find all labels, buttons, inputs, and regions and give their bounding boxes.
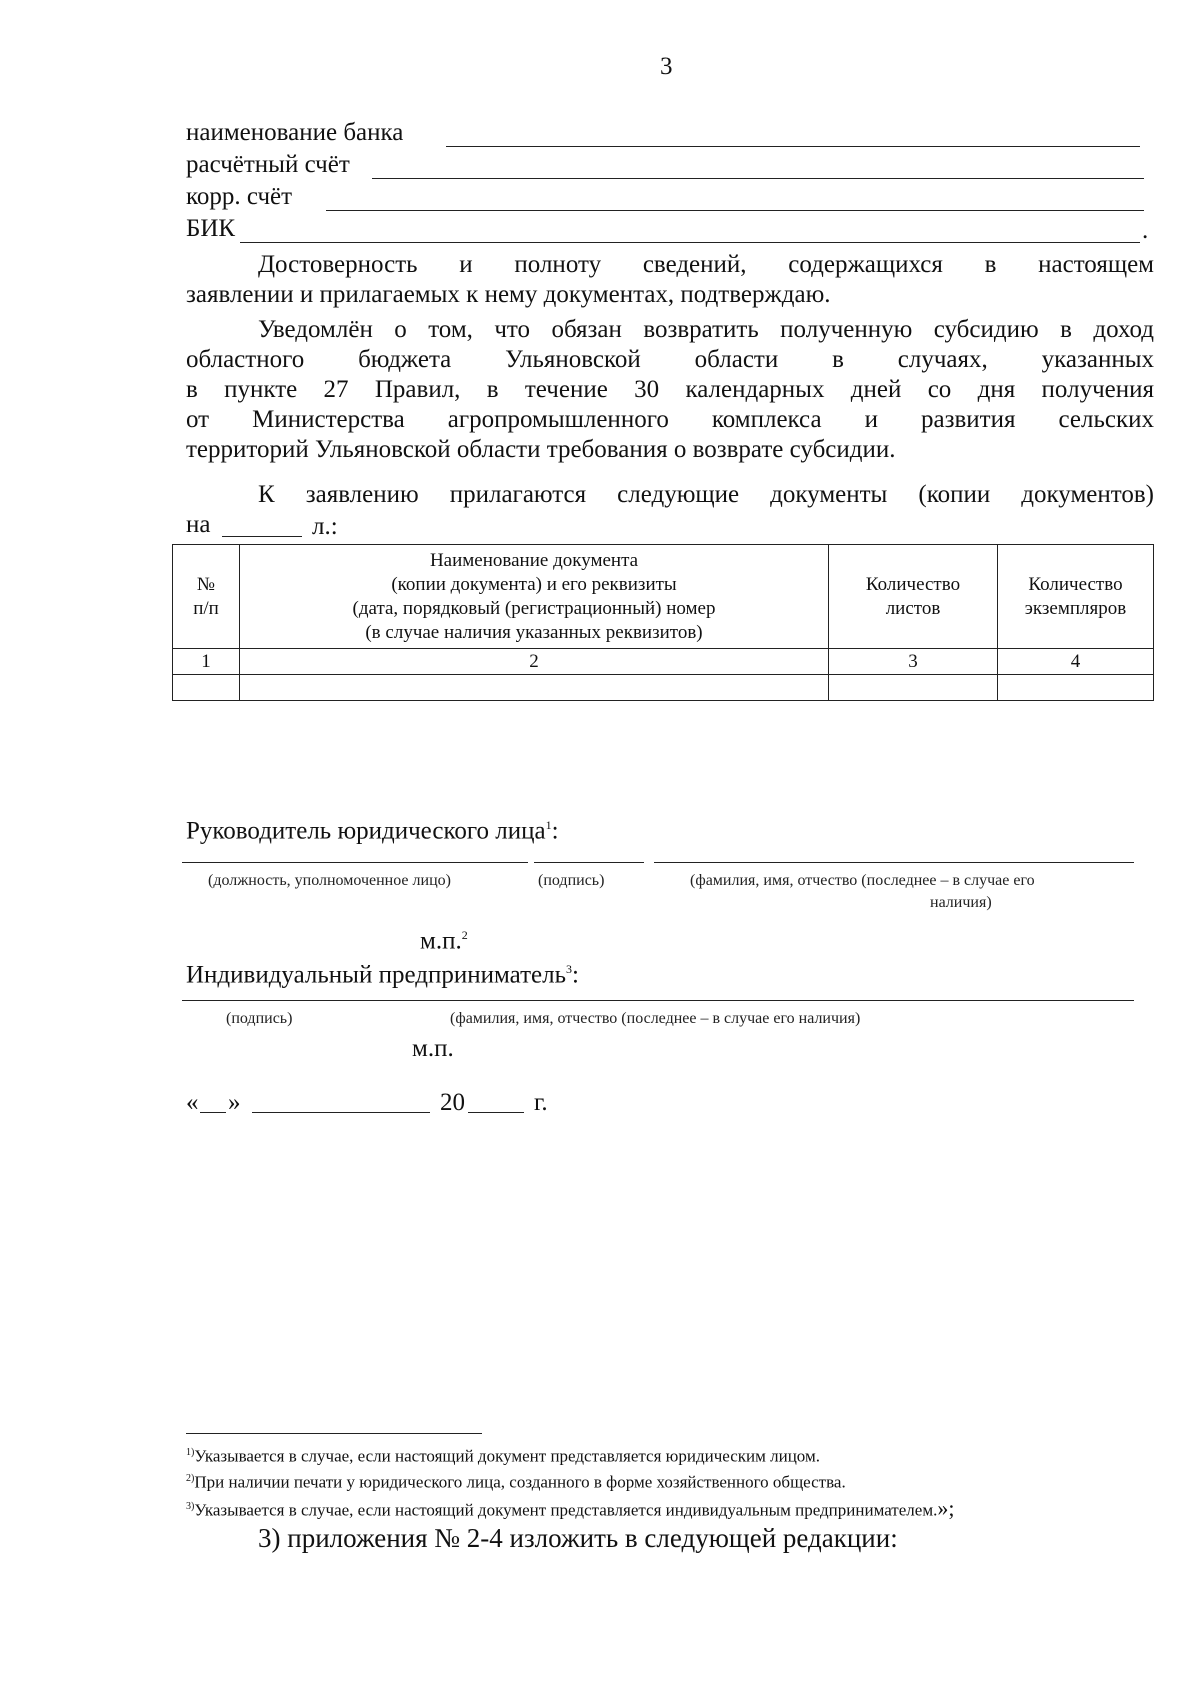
account-label: расчётный счёт: [186, 151, 350, 178]
table-cell[interactable]: [240, 675, 829, 701]
corr-account-field[interactable]: [326, 210, 1144, 211]
page-number: 3: [660, 53, 673, 80]
sheets-count-field[interactable]: [222, 536, 302, 537]
bik-field[interactable]: [240, 242, 1140, 243]
stamp-label: м.п.$^2$: [420, 927, 468, 955]
position-signature-line[interactable]: [182, 862, 528, 863]
entrepreneur-stamp-label: м.п.: [412, 1035, 454, 1062]
signature-line[interactable]: [534, 862, 644, 863]
header-copies: Количество экземпляров: [998, 545, 1154, 649]
table-cell[interactable]: [173, 675, 240, 701]
confirmation-paragraph: Достоверность и полноту сведений, содержащихся в настоящем заявлении и прилагаемых к нему документах, подтверждаю.: [186, 251, 1154, 308]
entrepreneur-title: Индивидуальный предприниматель$^3$:: [186, 961, 579, 989]
footnote-separator: [186, 1433, 482, 1434]
col-number-1: 1: [173, 649, 240, 675]
col-number-4: 4: [998, 649, 1154, 675]
table-number-row: [173, 649, 1154, 675]
footnote-1: $^{1)}$Указывается в случае, если настоящий документ представляется юридическим лицом.: [186, 1446, 820, 1466]
col-number-3: 3: [829, 649, 998, 675]
closing-instruction: 3) приложения № 2-4 изложить в следующей редакции:: [258, 1523, 898, 1553]
footnote-3: $^{3)}$Указывается в случае, если настоящий документ представляется индивидуальным предпринимателем.»;: [186, 1495, 955, 1521]
corr-account-label: корр. счёт: [186, 183, 293, 210]
table-cell[interactable]: [998, 675, 1154, 701]
account-field[interactable]: [372, 178, 1144, 179]
entrepreneur-signature-caption: (подпись): [226, 1010, 293, 1027]
entrepreneur-name-caption: (фамилия, имя, отчество (последнее – в случае его наличия): [450, 1010, 861, 1027]
header-number: № п/п: [173, 545, 240, 649]
table-header-row: [173, 545, 1154, 649]
full-name-caption: (фамилия, имя, отчество (последнее – в случае его: [690, 872, 1035, 889]
signature-caption: (подпись): [538, 872, 605, 889]
date-day-field[interactable]: [200, 1112, 226, 1113]
table-row: [173, 675, 1154, 701]
date-year-field[interactable]: [468, 1112, 524, 1113]
date-year-suffix: г.: [534, 1089, 548, 1116]
bank-name-label: наименование банка: [186, 119, 404, 146]
date-month-field[interactable]: [252, 1112, 430, 1113]
bank-name-field[interactable]: [446, 146, 1140, 147]
legal-head-title: Руководитель юридического лица$^1$:: [186, 817, 559, 845]
full-name-caption-2: наличия): [930, 894, 992, 911]
attachments-paragraph: К заявлению прилагаются следующие документы (копии документов): [258, 481, 1154, 508]
footnote-2: $^{2)}$При наличии печати у юридического лица, созданного в форме хозяйственного общества.: [186, 1472, 846, 1492]
full-name-line[interactable]: [654, 862, 1134, 863]
bik-period: .: [1142, 217, 1149, 244]
documents-table: [172, 544, 1154, 701]
sheets-prefix: на: [186, 511, 211, 538]
refund-notice-paragraph: Уведомлён о том, что обязан возвратить полученную субсидию в доход областного бюджета Ульяновской области в случаях, указанных в пункте 27 Правил, в течение 30 календарных дней со дня получения от Министерства агропромышленного комплекса и развития сельских территорий Ульяновской области требования о возврате субсидии.: [186, 316, 1154, 463]
bik-label: БИК: [186, 215, 236, 242]
sheets-suffix: л.:: [312, 513, 338, 540]
date-close-quote: »: [228, 1089, 241, 1116]
position-caption: (должность, уполномоченное лицо): [208, 872, 451, 889]
date-year-prefix: 20: [440, 1089, 465, 1116]
date-open-quote: «: [186, 1089, 199, 1116]
col-number-2: 2: [240, 649, 829, 675]
entrepreneur-signature-line[interactable]: [182, 1000, 1134, 1001]
header-document-name: Наименование документа (копии документа) и его реквизиты (дата, порядковый (регистрационный) номер (в случае наличия указанных реквизитов): [240, 545, 829, 649]
header-sheets: Количество листов: [829, 545, 998, 649]
table-cell[interactable]: [829, 675, 998, 701]
